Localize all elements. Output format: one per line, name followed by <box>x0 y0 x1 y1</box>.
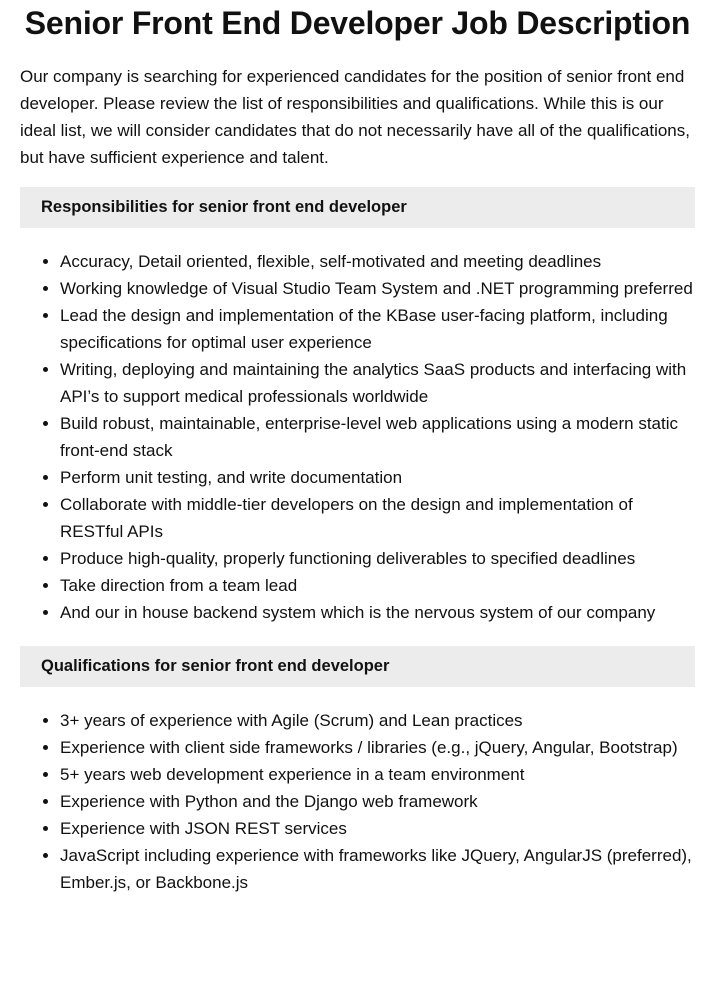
responsibilities-list <box>20 248 695 626</box>
list-item: • Take direction from a team lead <box>60 572 695 599</box>
list-item: • Collaborate with middle-tier developers on the design and implementation of RESTful APIs <box>60 491 695 545</box>
qualifications-list <box>20 707 695 896</box>
list-item: • 3+ years of experience with Agile (Scrum) and Lean practices <box>60 707 695 734</box>
qualifications-heading: Qualifications for senior front end developer <box>20 646 695 687</box>
list-item: • Experience with JSON REST services <box>60 815 695 842</box>
list-item: • And our in house backend system which is the nervous system of our company <box>60 599 695 626</box>
list-item: • Perform unit testing, and write documentation <box>60 464 695 491</box>
list-item: • Lead the design and implementation of the KBase user-facing platform, including specifications for optimal user experience <box>60 302 695 356</box>
list-item: • Experience with client side frameworks / libraries (e.g., jQuery, Angular, Bootstrap) <box>60 734 695 761</box>
responsibilities-heading: Responsibilities for senior front end developer <box>20 187 695 228</box>
page-title: Senior Front End Developer Job Description <box>24 5 691 41</box>
list-item: • Accuracy, Detail oriented, flexible, self-motivated and meeting deadlines <box>60 248 695 275</box>
intro-paragraph: Our company is searching for experienced candidates for the position of senior front end developer. Please review the list of responsibilities and qualifications. While this is our ideal list, we will consider candidates that do not necessarily have all of the qualifications, but have sufficient experience and talent. <box>20 67 690 167</box>
list-item: • Build robust, maintainable, enterprise-level web applications using a modern static front-end stack <box>60 410 695 464</box>
list-item: • 5+ years web development experience in a team environment <box>60 761 695 788</box>
list-item: • Working knowledge of Visual Studio Team System and .NET programming preferred <box>60 275 695 302</box>
list-item: • Experience with Python and the Django web framework <box>60 788 695 815</box>
list-item: • JavaScript including experience with frameworks like JQuery, AngularJS (preferred), Ember.js, or Backbone.js <box>60 842 695 896</box>
list-item: • Writing, deploying and maintaining the analytics SaaS products and interfacing with API’s to support medical professionals worldwide <box>60 356 695 410</box>
list-item: • Produce high-quality, properly functioning deliverables to specified deadlines <box>60 545 695 572</box>
